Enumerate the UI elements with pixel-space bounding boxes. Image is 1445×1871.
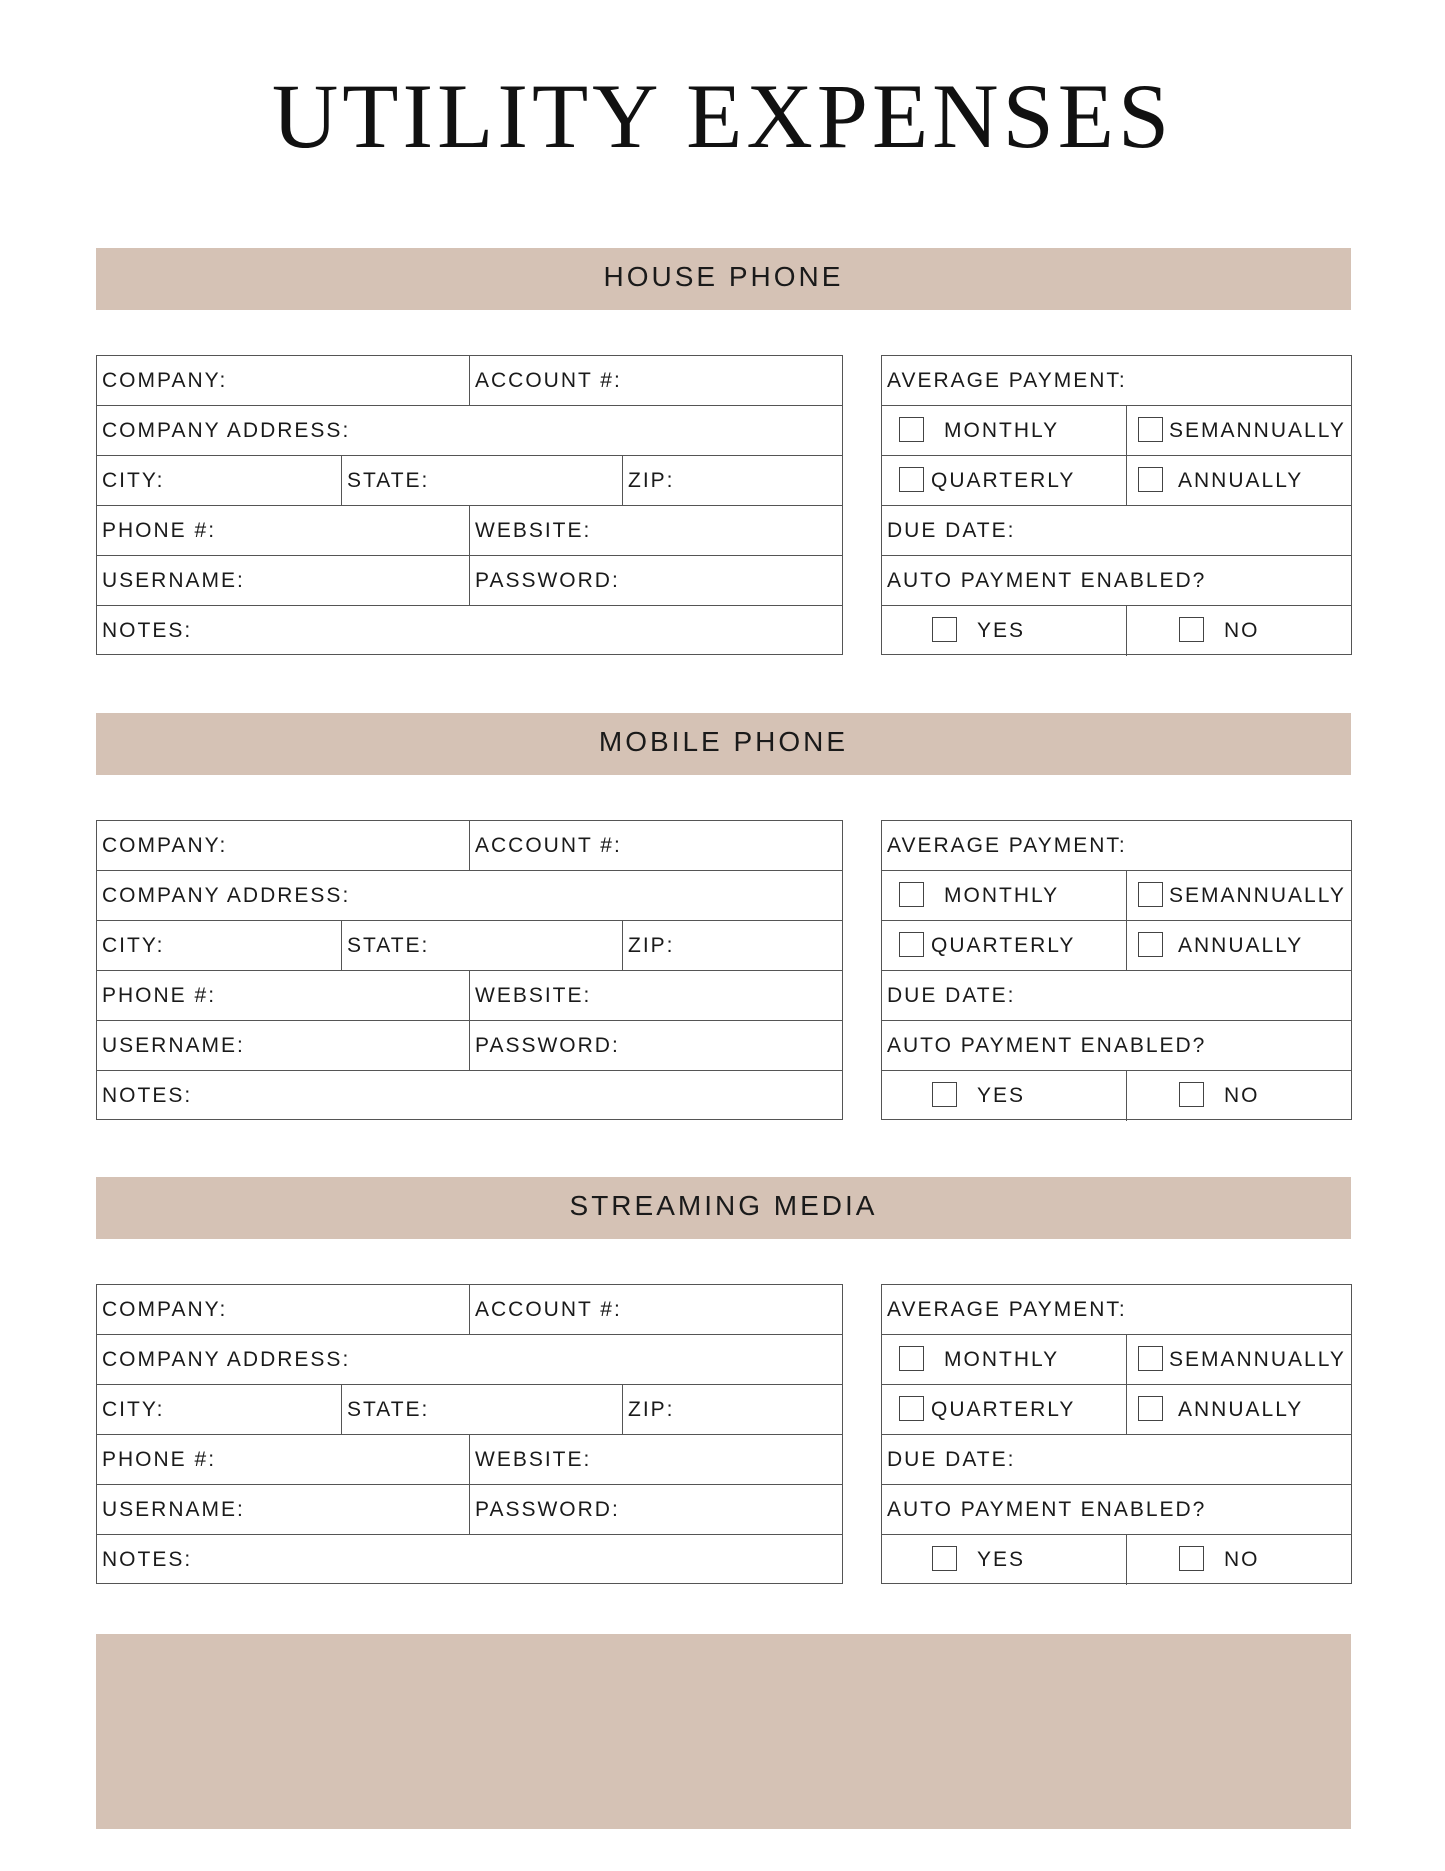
checkbox-icon[interactable] <box>932 1082 957 1107</box>
semannually-option[interactable]: SEMANNUALLY <box>1126 871 1351 920</box>
username-field[interactable]: USERNAME: <box>102 1034 245 1057</box>
yes-option[interactable]: YES <box>882 1071 1126 1121</box>
quarterly-option[interactable]: QUARTERLY <box>882 1385 1126 1434</box>
auto-payment-row <box>882 1021 1351 1071</box>
phone-row <box>97 1435 842 1485</box>
monthly-option[interactable]: MONTHLY <box>882 1335 1126 1384</box>
password-field[interactable]: PASSWORD: <box>469 1485 842 1534</box>
checkbox-icon[interactable] <box>932 617 957 642</box>
quarterly-option[interactable]: QUARTERLY <box>882 456 1126 505</box>
company-address-field[interactable]: COMPANY ADDRESS: <box>102 1348 351 1371</box>
state-field[interactable]: STATE: <box>341 1385 622 1434</box>
due-date-row <box>882 1435 1351 1485</box>
checkbox-icon[interactable] <box>899 467 924 492</box>
average-payment-field[interactable]: AVERAGE PAYMENT: <box>887 369 1127 392</box>
phone-field[interactable]: PHONE #: <box>102 1448 217 1471</box>
no-option[interactable]: NO <box>1126 1071 1351 1121</box>
checkbox-icon[interactable] <box>932 1546 957 1571</box>
website-field[interactable]: WEBSITE: <box>469 971 842 1020</box>
notes-field[interactable]: NOTES: <box>102 1084 193 1107</box>
due-date-field[interactable]: DUE DATE: <box>887 1448 1016 1471</box>
address-row <box>97 406 842 456</box>
frequency-row-2 <box>882 1385 1351 1435</box>
frequency-row-1 <box>882 1335 1351 1385</box>
yes-option[interactable]: YES <box>882 1535 1126 1585</box>
average-payment-field[interactable]: AVERAGE PAYMENT: <box>887 834 1127 857</box>
phone-field[interactable]: PHONE #: <box>102 519 217 542</box>
state-field[interactable]: STATE: <box>341 921 622 970</box>
frequency-row-2 <box>882 921 1351 971</box>
no-option[interactable]: NO <box>1126 1535 1351 1585</box>
password-field[interactable]: PASSWORD: <box>469 556 842 605</box>
monthly-option[interactable]: MONTHLY <box>882 871 1126 920</box>
city-row <box>97 1385 842 1435</box>
address-row <box>97 1335 842 1385</box>
checkbox-icon[interactable] <box>899 932 924 957</box>
due-date-field[interactable]: DUE DATE: <box>887 984 1016 1007</box>
checkbox-icon[interactable] <box>899 1396 924 1421</box>
footer-band <box>96 1634 1351 1829</box>
notes-field[interactable]: NOTES: <box>102 619 193 642</box>
checkbox-icon[interactable] <box>1138 1396 1163 1421</box>
yes-no-row <box>882 1071 1351 1121</box>
annually-option[interactable]: ANNUALLY <box>1126 456 1351 505</box>
account-field[interactable]: ACCOUNT #: <box>469 821 842 870</box>
account-field[interactable]: ACCOUNT #: <box>469 1285 842 1334</box>
auto-payment-label: AUTO PAYMENT ENABLED? <box>887 569 1207 592</box>
company-field[interactable]: COMPANY: <box>102 1298 228 1321</box>
notes-row <box>97 1535 842 1585</box>
checkbox-icon[interactable] <box>1138 882 1163 907</box>
checkbox-icon[interactable] <box>1138 467 1163 492</box>
checkbox-icon[interactable] <box>1138 932 1163 957</box>
password-field[interactable]: PASSWORD: <box>469 1021 842 1070</box>
section-heading: HOUSE PHONE <box>96 248 1351 310</box>
company-row <box>97 821 842 871</box>
section-heading: STREAMING MEDIA <box>96 1177 1351 1239</box>
login-row <box>97 556 842 606</box>
page-title: UTILITY EXPENSES <box>271 65 1174 167</box>
average-payment-row <box>882 821 1351 871</box>
semannually-option[interactable]: SEMANNUALLY <box>1126 1335 1351 1384</box>
frequency-row-1 <box>882 406 1351 456</box>
quarterly-option[interactable]: QUARTERLY <box>882 921 1126 970</box>
checkbox-icon[interactable] <box>1179 1546 1204 1571</box>
yes-no-row <box>882 606 1351 656</box>
company-row <box>97 356 842 406</box>
auto-payment-label: AUTO PAYMENT ENABLED? <box>887 1498 1207 1521</box>
login-row <box>97 1485 842 1535</box>
checkbox-icon[interactable] <box>1138 1346 1163 1371</box>
checkbox-icon[interactable] <box>1179 617 1204 642</box>
auto-payment-label: AUTO PAYMENT ENABLED? <box>887 1034 1207 1057</box>
company-address-field[interactable]: COMPANY ADDRESS: <box>102 884 351 907</box>
city-row <box>97 456 842 506</box>
no-option[interactable]: NO <box>1126 606 1351 656</box>
frequency-row-1 <box>882 871 1351 921</box>
city-field[interactable]: CITY: <box>102 469 165 492</box>
yes-no-row <box>882 1535 1351 1585</box>
auto-payment-row <box>882 556 1351 606</box>
payment-details-table <box>881 1284 1352 1584</box>
annually-option[interactable]: ANNUALLY <box>1126 1385 1351 1434</box>
due-date-row <box>882 971 1351 1021</box>
average-payment-row <box>882 1285 1351 1335</box>
account-field[interactable]: ACCOUNT #: <box>469 356 842 405</box>
payment-details-table <box>881 820 1352 1120</box>
company-address-field[interactable]: COMPANY ADDRESS: <box>102 419 351 442</box>
website-field[interactable]: WEBSITE: <box>469 1435 842 1484</box>
notes-row <box>97 606 842 656</box>
notes-row <box>97 1071 842 1121</box>
checkbox-icon[interactable] <box>899 1346 924 1371</box>
zip-field[interactable]: ZIP: <box>622 921 842 970</box>
phone-field[interactable]: PHONE #: <box>102 984 217 1007</box>
due-date-field[interactable]: DUE DATE: <box>887 519 1016 542</box>
checkbox-icon[interactable] <box>1179 1082 1204 1107</box>
login-row <box>97 1021 842 1071</box>
zip-field[interactable]: ZIP: <box>622 456 842 505</box>
phone-row <box>97 506 842 556</box>
company-field[interactable]: COMPANY: <box>102 834 228 857</box>
website-field[interactable]: WEBSITE: <box>469 506 842 555</box>
city-field[interactable]: CITY: <box>102 1398 165 1421</box>
frequency-row-2 <box>882 456 1351 506</box>
zip-field[interactable]: ZIP: <box>622 1385 842 1434</box>
checkbox-icon[interactable] <box>899 417 924 442</box>
company-field[interactable]: COMPANY: <box>102 369 228 392</box>
auto-payment-row <box>882 1485 1351 1535</box>
city-row <box>97 921 842 971</box>
phone-row <box>97 971 842 1021</box>
account-details-table <box>96 1284 843 1584</box>
checkbox-icon[interactable] <box>899 882 924 907</box>
section-heading: MOBILE PHONE <box>96 713 1351 775</box>
semannually-option[interactable]: SEMANNUALLY <box>1126 406 1351 455</box>
company-row <box>97 1285 842 1335</box>
yes-option[interactable]: YES <box>882 606 1126 656</box>
due-date-row <box>882 506 1351 556</box>
username-field[interactable]: USERNAME: <box>102 1498 245 1521</box>
monthly-option[interactable]: MONTHLY <box>882 406 1126 455</box>
username-field[interactable]: USERNAME: <box>102 569 245 592</box>
notes-field[interactable]: NOTES: <box>102 1548 193 1571</box>
checkbox-icon[interactable] <box>1138 417 1163 442</box>
account-details-table <box>96 820 843 1120</box>
annually-option[interactable]: ANNUALLY <box>1126 921 1351 970</box>
average-payment-row <box>882 356 1351 406</box>
payment-details-table <box>881 355 1352 655</box>
address-row <box>97 871 842 921</box>
state-field[interactable]: STATE: <box>341 456 622 505</box>
account-details-table <box>96 355 843 655</box>
city-field[interactable]: CITY: <box>102 934 165 957</box>
average-payment-field[interactable]: AVERAGE PAYMENT: <box>887 1298 1127 1321</box>
